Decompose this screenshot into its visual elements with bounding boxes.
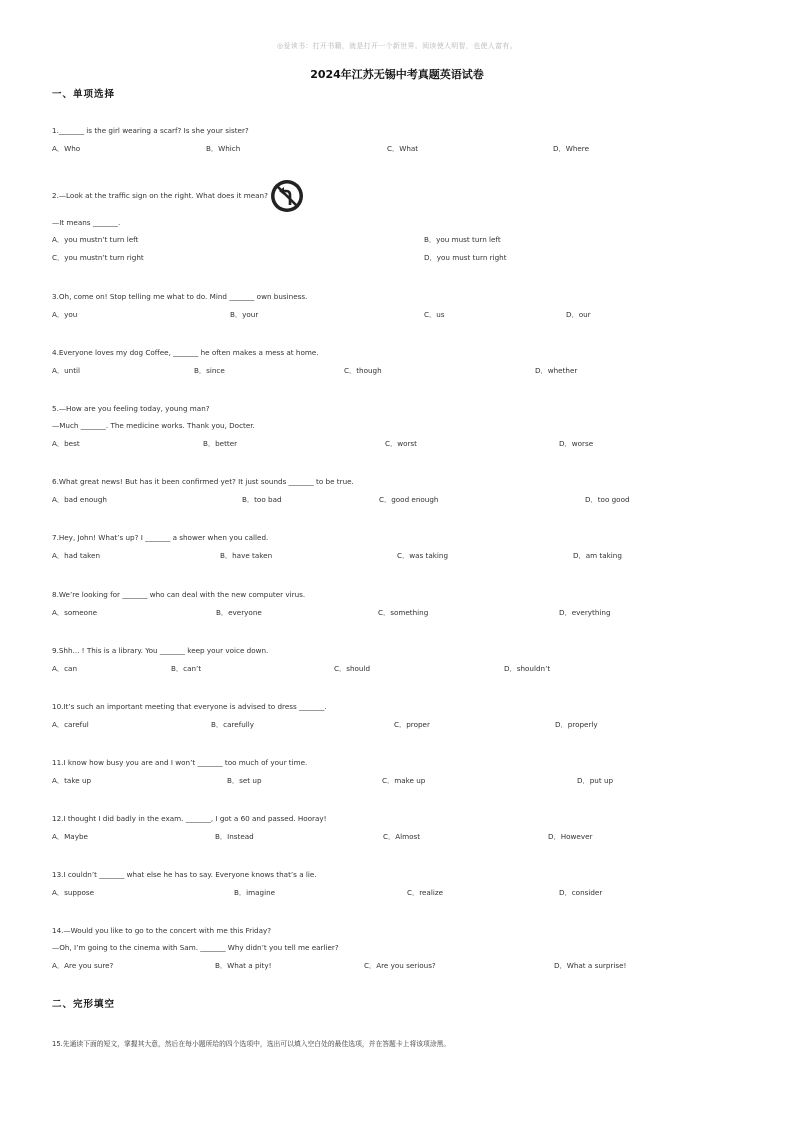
- section-heading-single-choice: 一、单项选择: [52, 89, 116, 100]
- question-1-option-b: B．Which: [206, 144, 241, 153]
- question-7-option-d: D．am taking: [573, 551, 622, 560]
- question-10-option-c: C．proper: [394, 720, 430, 729]
- question-8-text: 8.We’re looking for _______ who can deal with the new computer virus.: [52, 590, 306, 599]
- question-9-option-d: D．shouldn’t: [504, 664, 551, 673]
- question-11-option-c: C．make up: [382, 776, 426, 785]
- question-5-text-line-2: —Much _______. The medicine works. Thank you, Docter.: [52, 421, 255, 430]
- question-10-option-d: D．properly: [555, 720, 598, 729]
- question-9-option-b: B．can’t: [171, 664, 202, 673]
- question-7-option-c: C．was taking: [397, 551, 449, 560]
- question-15-instructions: 15.先通读下面的短文，掌握其大意，然后在每小题所给的四个选项中，选出可以填入空白处的最佳选项，并在答题卡上将该项涂黑。: [52, 1040, 451, 1048]
- question-14-option-b: B．What a pity!: [215, 961, 272, 970]
- question-8-option-d: D．everything: [559, 608, 611, 617]
- question-3-text: 3.Oh, come on! Stop telling me what to do. Mind _______ own business.: [52, 292, 308, 301]
- question-7-text: 7.Hey, John! What’s up? I _______ a shower when you called.: [52, 533, 269, 542]
- question-3-option-d: D．our: [566, 310, 591, 319]
- question-1-option-c: C．What: [387, 144, 419, 153]
- question-14-option-c: C．Are you serious?: [364, 961, 436, 970]
- question-10-text: 10.It’s such an important meeting that everyone is advised to dress _______.: [52, 702, 327, 711]
- question-14-text-line-2: —Oh, I’m going to the cinema with Sam. _______ Why didn’t you tell me earlier?: [52, 943, 339, 952]
- question-12-option-c: C．Almost: [383, 832, 421, 841]
- question-6-text: 6.What great news! But has it been confirmed yet? It just sounds _______ to be true.: [52, 477, 354, 486]
- question-2-option-d: D．you must turn right: [424, 253, 507, 262]
- question-2-option-a: A．you mustn’t turn left: [52, 235, 139, 244]
- question-9-option-c: C．should: [334, 664, 371, 673]
- question-8-option-a: A．someone: [52, 608, 98, 617]
- question-6-option-c: C．good enough: [379, 495, 439, 504]
- question-14-text: 14.—Would you like to go to the concert with me this Friday?: [52, 926, 272, 935]
- question-11-option-a: A．take up: [52, 776, 92, 785]
- question-14-option-d: D．What a surprise!: [554, 961, 627, 970]
- question-13-option-a: A．suppose: [52, 888, 95, 897]
- question-6-option-d: D．too good: [585, 495, 630, 504]
- question-4-option-c: C．though: [344, 366, 382, 375]
- section-heading-cloze: 二、完形填空: [52, 999, 116, 1010]
- question-7-option-b: B．have taken: [220, 551, 273, 560]
- question-5-option-a: A．best: [52, 439, 80, 448]
- question-5-text: 5.—How are you feeling today, young man?: [52, 404, 210, 413]
- header-motto: ◎爱读书：打开书籍，就是打开一个新世界。阅读使人明智，也使人富有。: [276, 42, 517, 50]
- question-10-option-b: B．carefully: [211, 720, 255, 729]
- question-13-option-b: B．imagine: [234, 888, 276, 897]
- question-1-text: 1._______ is the girl wearing a scarf? Is she your sister?: [52, 126, 249, 135]
- question-3-option-c: C．us: [424, 310, 445, 319]
- question-2-option-b: B．you must turn left: [424, 235, 501, 244]
- question-5-option-b: B．better: [203, 439, 238, 448]
- question-12-option-a: A．Maybe: [52, 832, 88, 841]
- question-4-text: 4.Everyone loves my dog Coffee, _______ he often makes a mess at home.: [52, 348, 319, 357]
- question-3-option-b: B．your: [230, 310, 259, 319]
- question-13-text: 13.I couldn’t _______ what else he has to say. Everyone knows that’s a lie.: [52, 870, 317, 879]
- question-4-option-b: B．since: [194, 366, 225, 375]
- question-9-option-a: A．can: [52, 664, 78, 673]
- question-3-option-a: A．you: [52, 310, 78, 319]
- question-2-option-c: C．you mustn’t turn right: [52, 253, 144, 262]
- question-6-option-a: A．bad enough: [52, 495, 107, 504]
- question-1-option-a: A．Who: [52, 144, 81, 153]
- question-14-option-a: A．Are you sure?: [52, 961, 114, 970]
- question-11-option-b: B．set up: [227, 776, 262, 785]
- question-12-option-b: B．Instead: [215, 832, 254, 841]
- question-11-option-d: D．put up: [577, 776, 614, 785]
- question-8-option-b: B．everyone: [216, 608, 262, 617]
- question-13-option-c: C．realize: [407, 888, 444, 897]
- question-4-option-d: D．whether: [535, 366, 578, 375]
- question-2-text: 2.—Look at the traffic sign on the right. What does it mean?: [52, 191, 268, 200]
- question-12-option-d: D．However: [548, 832, 593, 841]
- question-2-text-line-2: —It means _______.: [52, 218, 121, 227]
- question-5-option-d: D．worse: [559, 439, 594, 448]
- no-left-turn-sign-icon: [270, 179, 304, 213]
- question-4-option-a: A．until: [52, 366, 81, 375]
- question-12-text: 12.I thought I did badly in the exam. _______, I got a 60 and passed. Hooray!: [52, 814, 327, 823]
- page-title: 2024年江苏无锡中考真题英语试卷: [310, 68, 484, 81]
- question-7-option-a: A．had taken: [52, 551, 101, 560]
- question-10-option-a: A．careful: [52, 720, 89, 729]
- question-5-option-c: C．worst: [385, 439, 417, 448]
- question-6-option-b: B．too bad: [242, 495, 282, 504]
- question-13-option-d: D．consider: [559, 888, 603, 897]
- question-11-text: 11.I know how busy you are and I won’t _______ too much of your time.: [52, 758, 308, 767]
- question-1-option-d: D．Where: [553, 144, 590, 153]
- question-8-option-c: C．something: [378, 608, 429, 617]
- question-9-text: 9.Shh... ! This is a library. You _______ keep your voice down.: [52, 646, 269, 655]
